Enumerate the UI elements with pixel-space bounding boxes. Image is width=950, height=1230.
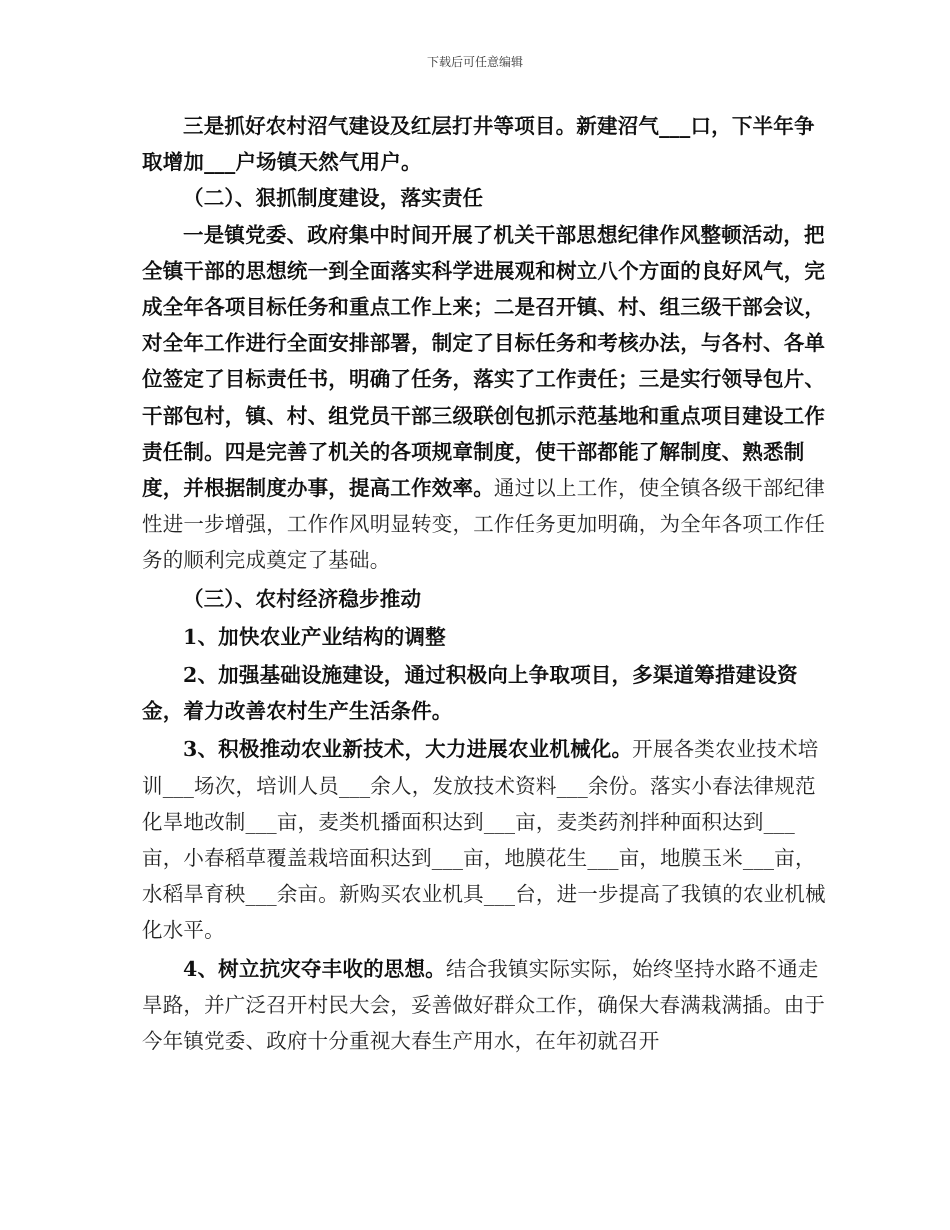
paragraph-bold-text: 一是镇党委、政府集中时间开展了机关干部思想纪律作风整顿活动，把全镇干部的思想统一到全面落实科学进展观和树立八个方面的良好风气，完成全年各项目标任务和重点工作上来；二是召开镇、村、组三级干部会议，对全年工作进行全面安排部署，制定了目标任务和考核办法，与各村、各单位签定了目标责任书，明确了任务，落实了工作责任；三是实行领导包片、干部包村，镇、村、组党员干部三级联创包抓示范基地和重点项目建设工作责任制。四是完善了机关的各项规章制度，使干部都能了解制度、熟悉制度，并根据制度办事，提高工作效率。	[142, 222, 826, 501]
section-heading-2	[142, 180, 827, 216]
list-item-1	[142, 619, 827, 655]
list-item-2	[142, 657, 827, 729]
list-item-text: 1、加快农业产业结构的调整	[183, 624, 446, 649]
list-item-body: 结合我镇实际实际，始终坚持水路不通走旱路，并广泛召开村民大会，妥善做好群众工作，确保大春满栽满插。由于今年镇党委、政府十分重视大春生产用水，在年初就召开	[142, 956, 826, 1054]
page-header: 下载后可任意编辑	[426, 55, 523, 69]
list-item-4	[142, 951, 827, 1060]
section-heading-text: （二）、狠抓制度建设，落实责任	[183, 186, 484, 211]
paragraph-biogas	[142, 108, 827, 180]
list-item-title: 4、树立抗灾夺丰收的思想。	[183, 956, 446, 981]
paragraph-bold-text: 三是抓好农村沼气建设及红层打井等项目。新建沼气___口，下半年争取增加___户场镇天然气用户。	[142, 114, 815, 175]
section-heading-3	[142, 581, 827, 617]
paragraph-normal-text: 通过以上工作，使全镇各级干部纪律性进一步增强，工作作风明显转变，工作任务更加明确，为全年各项工作任务的顺利完成奠定了基础。	[142, 476, 826, 573]
section-heading-text: （三）、农村经济稳步推动	[183, 586, 422, 611]
list-item-3	[142, 731, 827, 948]
list-item-title: 3、积极推动农业新技术，大力进展农业机械化。	[183, 737, 633, 762]
list-item-text: 2、加强基础设施建设，通过积极向上争取项目，多渠道筹措建设资金，着力改善农村生产生活条件。	[142, 663, 798, 724]
paragraph-system-building	[142, 217, 827, 579]
list-item-body: 开展各类农业技术培训___场次，培训人员___余人，发放技术资料___余份。落实小春法律规范化旱地改制___亩，麦类机播面积达到___亩，麦类药剂拌种面积达到___亩，小春稻草覆盖栽培面积达到___亩，地膜花生___亩，地膜玉米___亩，水稻旱育秧___余亩。新购买农业机具___台，进一步提高了我镇的农业机械化水平。	[142, 737, 826, 943]
document-body	[142, 108, 827, 1059]
